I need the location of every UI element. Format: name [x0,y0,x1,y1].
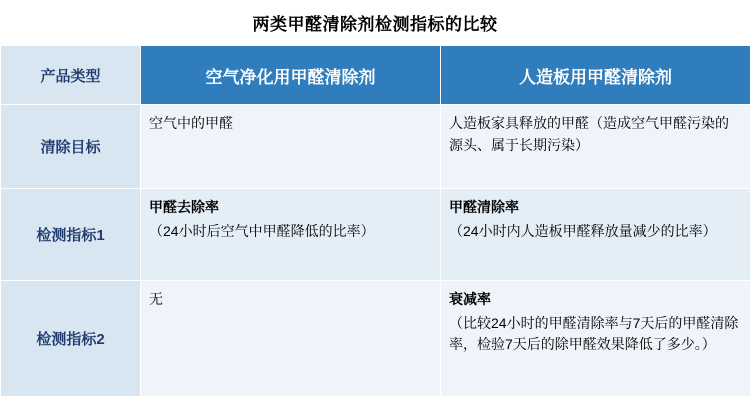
cell-indicator1-air-main: 甲醛去除率 [149,199,219,215]
cell-goal-board-main: 人造板家具释放的甲醛（造成空气甲醛污染的源头、属于长期污染） [449,115,729,153]
cell-goal-air-main: 空气中的甲醛 [149,115,233,131]
header-column-1: 空气净化用甲醛清除剂 [141,46,441,105]
row-label-goal: 清除目标 [1,105,141,189]
table-row [1,105,750,189]
cell-indicator2-air [141,281,441,397]
cell-indicator1-air-note: （24小时后空气中甲醛降低的比率） [149,222,375,239]
cell-indicator2-board-note: （比较24小时的甲醛清除率与7天后的甲醛清除率，检验7天后的除甲醛效果降低了多少。） [449,314,739,353]
table-row [1,189,750,281]
cell-indicator2-board-main: 衰减率 [449,291,491,307]
cell-indicator1-board [441,189,750,281]
cell-indicator2-air-main: 无 [149,291,163,307]
page-title: 两类甲醛清除剂检测指标的比较 [252,15,498,34]
header-row-label: 产品类型 [1,46,141,105]
cell-goal-air [141,105,441,189]
cell-indicator2-board [441,281,750,397]
comparison-table [0,45,750,397]
row-label-indicator-1: 检测指标1 [1,189,141,281]
cell-indicator1-board-note: （24小时内人造板甲醛释放量减少的比率） [449,222,717,239]
cell-indicator1-air [141,189,441,281]
table-header-row [1,46,750,105]
cell-indicator1-board-main: 甲醛清除率 [449,199,519,215]
table-row [1,281,750,397]
cell-goal-board [441,105,750,189]
row-label-indicator-2: 检测指标2 [1,281,141,397]
header-column-2: 人造板用甲醛清除剂 [441,46,750,105]
